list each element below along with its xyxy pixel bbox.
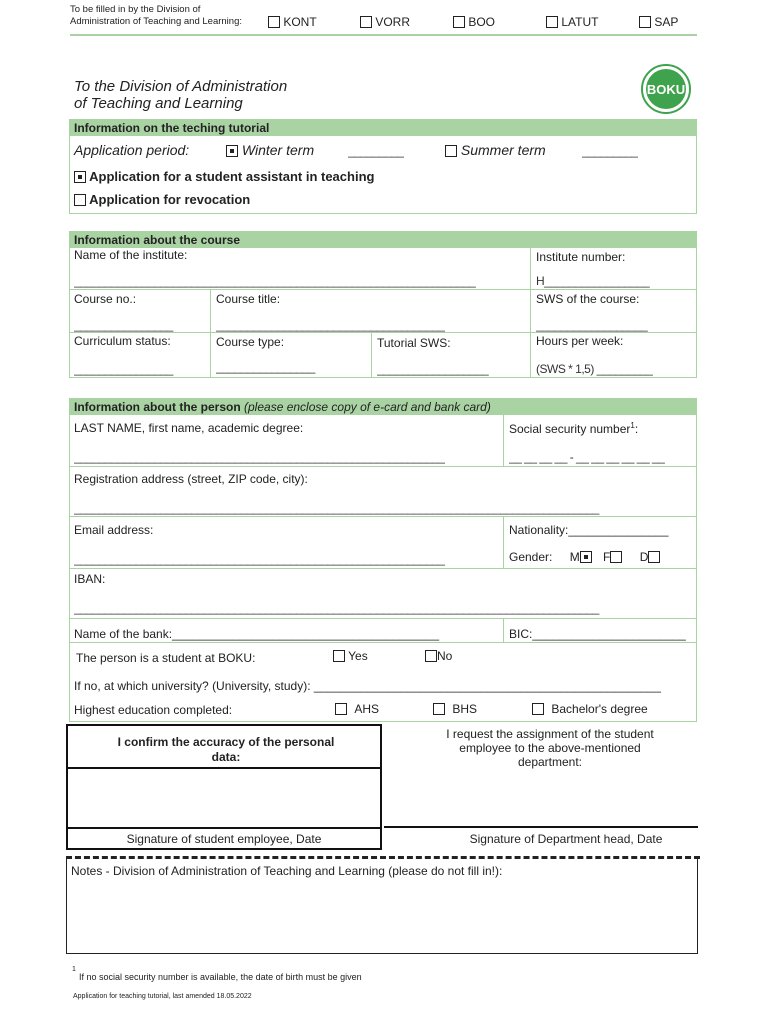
addressee-line1: To the Division of Administration — [74, 78, 288, 95]
summer-term-label: Summer term — [460, 142, 546, 158]
curriculum-status-label: Curriculum status: — [74, 334, 171, 348]
student-yes-checkbox[interactable] — [333, 650, 345, 662]
period-label: Application period: — [74, 142, 190, 158]
logo-text: BOKU — [646, 82, 686, 97]
revocation-checkbox[interactable] — [74, 194, 86, 206]
student-no-checkbox[interactable] — [425, 650, 437, 662]
winter-term-checkbox[interactable] — [226, 145, 238, 157]
head-signature-label: Signature of Department head, Date — [469, 832, 663, 846]
course-no-field[interactable]: ________________ — [74, 318, 173, 332]
confirm-divider — [66, 827, 382, 829]
code-label: SAP — [654, 15, 679, 29]
winter-term-blank[interactable]: _________ — [348, 144, 404, 158]
person-col-divider — [503, 618, 504, 642]
curriculum-status-field[interactable]: ________________ — [74, 362, 173, 376]
person-col-divider — [503, 415, 504, 466]
university-field[interactable]: If no, at which university? (University, study): ____________________________________________________ — [74, 679, 661, 693]
revocation-option[interactable] — [74, 192, 250, 207]
bhs-checkbox[interactable] — [433, 703, 445, 715]
footnote-number: 1 — [72, 966, 76, 973]
revocation-label: Application for revocation — [89, 192, 251, 207]
code-kont[interactable] — [268, 15, 317, 29]
course-col-divider — [530, 248, 531, 378]
email-label: Email address: — [74, 523, 154, 537]
student-question: The person is a student at BOKU: — [76, 651, 256, 665]
footnote-text: If no social security number is available, the date of birth must be given — [79, 972, 362, 982]
course-type-field[interactable]: ________________ — [216, 360, 315, 374]
person-row-divider — [69, 466, 697, 467]
bachelor-checkbox[interactable] — [532, 703, 544, 715]
course-no-label: Course no.: — [74, 292, 137, 306]
code-latut[interactable] — [546, 15, 598, 29]
course-title-field[interactable]: _____________________________________ — [216, 318, 445, 332]
gender-m-checkbox[interactable] — [580, 551, 592, 563]
admin-note — [70, 4, 242, 28]
winter-term-option[interactable] — [226, 142, 314, 158]
edu-bhs-option[interactable] — [433, 702, 477, 716]
ssn-field[interactable]: __ __ __ __ - __ __ __ __ __ __ — [509, 450, 665, 464]
notes-label: Notes - Division of Administration of Teaching and Learning (please do not fill in!): — [71, 864, 503, 878]
gender-label: Gender: — [509, 550, 553, 564]
person-row-divider — [69, 642, 697, 643]
summer-term-blank[interactable]: _________ — [582, 144, 638, 158]
edu-ahs-option[interactable] — [335, 702, 379, 716]
tutorial-heading: Information on the teching tutorial — [69, 119, 697, 136]
boku-logo — [640, 63, 692, 115]
iban-field[interactable]: _____________________________________________________________________________________ — [74, 601, 599, 615]
course-col-divider — [210, 289, 211, 378]
sap-checkbox[interactable] — [639, 16, 651, 28]
addressee-line2: of Teaching and Learning — [74, 95, 243, 112]
course-heading: Information about the course — [69, 231, 697, 248]
address-label: Registration address (street, ZIP code, city): — [74, 472, 308, 486]
ssn-colon: : — [634, 422, 639, 436]
person-row-divider — [69, 568, 697, 569]
summer-term-checkbox[interactable] — [445, 145, 457, 157]
address-field[interactable]: _____________________________________________________________________________________ — [74, 501, 599, 515]
top-divider — [70, 34, 697, 36]
student-yes-option[interactable] — [333, 649, 368, 663]
person-col-divider — [503, 516, 504, 568]
gender-f-checkbox[interactable] — [610, 551, 622, 563]
confirm-text: I confirm the accuracy of the personal data: — [117, 735, 335, 764]
person-heading-title: Information about the person — [74, 400, 241, 414]
education-label: Highest education completed: — [74, 703, 233, 717]
boku-logo-icon — [640, 63, 692, 115]
student-signature-area[interactable] — [68, 771, 380, 826]
winter-term-label: Winter term — [241, 142, 315, 158]
vorr-checkbox[interactable] — [360, 16, 372, 28]
head-signature-line — [384, 826, 698, 828]
admin-note-line1: To be filled in by the Division of — [70, 4, 201, 15]
code-label: BOO — [468, 15, 496, 29]
request-text: I request the assignment of the student employee to the above-mentioned department: — [446, 727, 654, 769]
bank-name-field[interactable]: Name of the bank:________________________________________ — [74, 627, 440, 641]
gender-f-label: F — [603, 550, 611, 564]
ahs-label: AHS — [354, 702, 380, 716]
assistant-checkbox[interactable] — [74, 171, 86, 183]
tutorial-sws-field[interactable]: __________________ — [377, 362, 489, 376]
name-field[interactable]: ____________________________________________________________ — [74, 450, 445, 464]
code-boo[interactable] — [453, 15, 495, 29]
assistant-label: Application for a student assistant in teaching — [89, 169, 375, 184]
person-row-divider — [69, 618, 697, 619]
person-heading — [69, 398, 697, 415]
gender-d-label: D — [639, 550, 649, 564]
ssn-footnote-mark: 1 — [630, 421, 635, 430]
edu-bachelor-option[interactable] — [532, 702, 648, 716]
summer-term-option[interactable] — [445, 142, 546, 158]
course-col-divider — [371, 332, 372, 378]
person-row-divider — [69, 516, 697, 517]
bhs-label: BHS — [452, 702, 478, 716]
hours-per-week-field[interactable]: (SWS * 1,5) _________ — [536, 362, 653, 376]
latut-checkbox[interactable] — [546, 16, 558, 28]
course-title-label: Course title: — [216, 292, 281, 306]
bachelor-label: Bachelor's degree — [551, 702, 648, 716]
email-field[interactable]: ____________________________________________________________ — [74, 552, 445, 566]
course-row-divider — [69, 332, 697, 333]
code-sap[interactable] — [639, 15, 678, 29]
institute-number-field[interactable]: H_________________ — [536, 274, 650, 288]
sws-course-label: SWS of the course: — [536, 292, 640, 306]
course-type-label: Course type: — [216, 335, 285, 349]
admin-note-line2: Administration of Teaching and Learning: — [70, 16, 242, 27]
ssn-label-text: Social security number — [509, 422, 631, 436]
addressee — [74, 78, 287, 112]
code-label: VORR — [375, 15, 411, 29]
bic-field[interactable]: BIC:_______________________ — [509, 627, 686, 641]
gender-row — [509, 550, 660, 564]
student-signature-label: Signature of student employee, Date — [126, 832, 322, 846]
hours-per-week-label: Hours per week: — [536, 334, 624, 348]
institute-number-label: Institute number: — [536, 250, 626, 264]
sws-course-field[interactable]: __________________ — [536, 318, 648, 332]
student-no-label: No — [437, 649, 453, 663]
ssn-label — [509, 421, 638, 436]
gender-d-checkbox[interactable] — [648, 551, 660, 563]
amended-note: Application for teaching tutorial, last amended 18.05.2022 — [73, 993, 252, 1000]
code-vorr[interactable] — [360, 15, 410, 29]
person-heading-note: (please enclose copy of e-card and bank card) — [244, 400, 491, 414]
kont-checkbox[interactable] — [268, 16, 280, 28]
institute-name-label: Name of the institute: — [74, 248, 188, 262]
student-no-option[interactable] — [425, 649, 452, 663]
iban-label: IBAN: — [74, 572, 106, 586]
course-row-divider — [69, 289, 697, 290]
gender-m-label: M — [569, 550, 580, 564]
name-label: LAST NAME, first name, academic degree: — [74, 421, 304, 435]
institute-name-field[interactable]: _________________________________________________________________ — [74, 274, 476, 288]
ahs-checkbox[interactable] — [335, 703, 347, 715]
code-label: LATUT — [561, 15, 599, 29]
nationality-field[interactable]: Nationality:_______________ — [509, 523, 669, 537]
assistant-option[interactable] — [74, 169, 374, 184]
tutorial-sws-label: Tutorial SWS: — [377, 336, 451, 350]
head-signature-area[interactable] — [384, 773, 696, 825]
confirm-divider — [66, 767, 382, 769]
code-label: KONT — [283, 15, 317, 29]
boo-checkbox[interactable] — [453, 16, 465, 28]
student-yes-label: Yes — [348, 649, 368, 663]
